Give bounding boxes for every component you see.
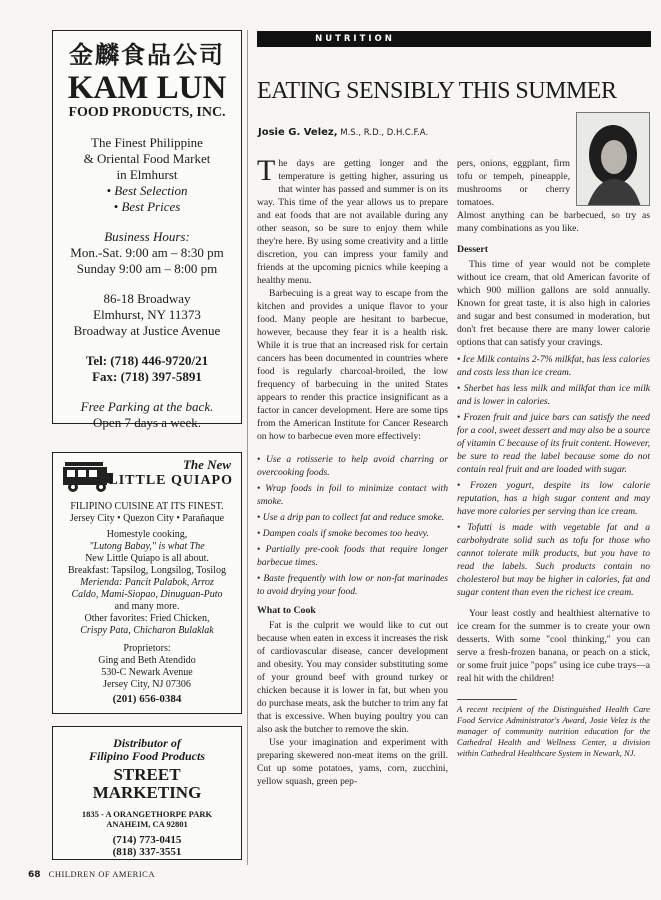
tip-item: • Dampen coals if smoke becomes too heavy. [257,527,448,540]
dessert-item: • Tofutti is made with vegetable fat and a carbohydrate solid such as tofu for those who cannot tolerate milk products, but you have to read the labels. Such products contain no cholesterol but may be higher in calories, fat and sugar content than even the richest ice cream. [457,521,650,599]
street-address: ANAHEIM, CA 92801 [106,819,188,829]
barbecue-tips-list [257,453,448,598]
kamlun-bullet: • Best Selection [106,183,188,198]
street-address: 1835 - A ORANGETHORPE PARK [81,809,213,819]
quiapo-the-new: The New [182,457,231,472]
kamlun-logo-name: KAM LUN [67,70,227,106]
dessert-item: • Ice Milk contains 2-7% milkfat, has less calories and costs less than ice cream. [457,353,650,379]
quiapo-ad [52,452,242,714]
body-paragraph: Use your imagination and experiment with preparing skewered non-meat items on the grill. Cut up some potatoes, yams, corn, zucchini, yellow squash, green pep- [257,737,448,787]
quiapo-name: LITTLE QUIAPO [108,473,233,488]
kamlun-address: Elmhurst, NY 11373 [93,307,201,322]
body-paragraph: This time of year would not be complete without ice cream, that old American favorite of which 900 million gallons are sold annually. Known for great taste, it is also high in calories and sugar and best consumed in moderation, but don't fret because there are many lower calorie options that can satisfy your cravings. [457,259,650,348]
quiapo-owners: Ging and Beth Atendido [98,655,196,666]
dessert-item: • Frozen yogurt, despite its low calorie reputation, has a high sugar content and may have more calories per serving than ice cream. [457,479,650,518]
quiapo-phone: (201) 656-0384 [112,693,182,705]
author-credentials: M.S., R.D., D.H.C.F.A. [337,128,429,138]
page-number: 68 [28,870,41,880]
body-paragraph: Almost anything can be barbecued, so try as many combinations as you like. [457,210,650,234]
quiapo-address: 530-C Newark Avenue [101,667,193,678]
quiapo-tagline: FILIPINO CUISINE AT ITS FINEST. [70,501,224,512]
byline [258,127,428,138]
street-phone: (714) 773-0415 [112,834,182,846]
article-column-2-top [457,157,570,209]
author-bio: A recent recipient of the Distinguished Health Care Food Service Administrator's Award, Josie Velez is the manager of community nutrition education for the Cathedral Health and Wellness Center, a division within Cathedral Healthcare System in Newark, NJ. [457,704,650,758]
street-marketing-ad [52,726,242,860]
author-portrait-icon [577,113,650,206]
tip-item: • Wrap foods in foil to minimize contact with smoke. [257,482,448,508]
street-phone: (818) 337-3551 [112,846,182,858]
heading-what-to-cook: What to Cook [257,605,316,616]
dessert-item: • Frozen fruit and juice bars can satisfy the need for a cool, sweet dessert and may also be a source of vitamin C because of its fruit content. However, be sure to read the label because some do not contain real fruit and are loaded with sugar. [457,411,650,476]
footer [28,869,155,880]
dessert-options-list [457,353,650,599]
section-label: NUTRITION [315,34,395,44]
author-name: Josie G. Velez, [258,127,338,138]
article-column-2 [457,209,650,759]
kamlun-fax: Fax: (718) 397-5891 [92,369,202,384]
quiapo-menu: Caldo, Mami-Siopao, Dinuguan-Puto [71,589,223,600]
body-paragraph: Barbecuing is a great way to escape from the kitchen and provides a unique flavor to your food. Many people are hesitant to barbecue, however, because they fear it is a health risk. While it is true that an increased risk for certain cancers has been documented in countries where food is regularly charcoal-broiled, the low frequency of barbecuing in the united States appears to render this practice insignificant as a factor in cancer development. Here are some tips from the American Institute for Cancer Research on how to barbecue even more effectively: [257,288,448,442]
tip-item: • Use a rotisserie to help avoid charring or overcooking foods. [257,453,448,479]
quiapo-menu: Merienda: Pancit Palabok, Arroz [80,577,214,588]
kamlun-hours-title: Business Hours: [104,229,190,244]
intro-paragraph: The days are getting longer and the temperature is getting higher, assuring us that winter has passed and summer is on its way. This time of the year allows us to prepare and eat foods that are not available during any other season, so be sure to enjoy them while they're here. By using some creativity and a little discretion, you can impress your family and friends at the upcoming picnics while keeping a healthy menu. [257,154,448,286]
quiapo-menu: and many more. [114,601,180,612]
tip-item: • Partially pre-cook foods that require longer barbecue times. [257,543,448,569]
kamlun-address: Broadway at Justice Avenue [73,323,221,338]
quiapo-address: Jersey City, NJ 07306 [103,679,191,690]
body-paragraph: pers, onions, eggplant, firm tofu or tempeh, pineapple, mushrooms or cherry tomatoes. [457,158,570,208]
column-divider [247,30,248,865]
quiapo-desc: Homestyle cooking, [106,529,188,540]
quiapo-desc: New Little Quiapo is all about. [85,553,209,564]
body-paragraph: Fat is the culprit we would like to cut out because when eaten in excess it increases the risk of cardiovascular disease, cancer development and obesity. You may consider substituting some of your ground beef with ground turkey or chicken because it is lower in fat, but when you do purchase meats, ask the butcher to trim any fat that is excessive. When buying poultry you can also ask the butcher to remove the skin. [257,620,448,735]
quiapo-locations: Jersey City • Quezon City • Parañaque [69,513,225,524]
kamlun-desc: in Elmhurst [116,167,178,182]
bio-divider [457,699,517,700]
author-photo [576,112,650,206]
kamlun-hours: Mon.-Sat. 9:00 am – 8:30 pm [70,245,224,260]
magazine-name: CHILDREN OF AMERICA [48,869,155,879]
kamlun-address: 86-18 Broadway [103,291,191,306]
tip-item: • Use a drip pan to collect fat and reduce smoke. [257,511,448,524]
kamlun-desc: & Oriental Food Market [83,151,211,166]
kamlun-desc: The Finest Philippine [91,135,203,150]
quiapo-menu: Other favorites: Fried Chicken, [84,613,210,624]
heading-dessert: Dessert [457,244,489,255]
quiapo-menu: Crispy Pata, Chicharon Bulaklak [80,625,214,636]
kamlun-hours: Sunday 9:00 am – 8:00 pm [76,261,218,276]
kamlun-ad [52,30,242,430]
article-column-1 [257,154,448,788]
street-name: STREET [113,765,181,784]
quiapo-menu: Breakfast: Tapsilog, Longsilog, Tosilog [68,565,226,576]
body-paragraph: Your least costly and healthiest alternative to ice cream for the summer is to create your own desserts. With some "cool thinking," you can serve a fresh-frozen banana, or peach on a stick, or some fruit juice "pops" using ice cube trays—a real hit with the children! [457,608,650,684]
tip-item: • Baste frequently with low or non-fat marinades to avoid drying your food. [257,572,448,598]
kamlun-parking: Free Parking at the back. [80,399,214,414]
kamlun-open: Open 7 days a week. [93,415,201,430]
quiapo-proprietors-label: Proprietors: [123,643,171,654]
article-title: EATING SENSIBLY THIS SUMMER [257,78,617,104]
kamlun-tel: Tel: (718) 446-9720/21 [85,353,209,368]
street-distributor-line: Distributor of [113,736,181,750]
quiapo-desc: "Lutong Babay," is what The [89,541,205,552]
street-name: MARKETING [92,783,202,802]
drop-cap: T [257,154,276,187]
kamlun-bullet: • Best Prices [113,199,181,214]
street-distributor-line: Filipino Food Products [88,749,206,763]
dessert-item: • Sherbet has less milk and milkfat than ice milk and is lower in calories. [457,382,650,408]
kamlun-company: FOOD PRODUCTS, INC. [68,105,226,120]
kamlun-chinese-name: 金麟食品公司 [69,40,225,69]
jeepney-icon [59,459,115,495]
